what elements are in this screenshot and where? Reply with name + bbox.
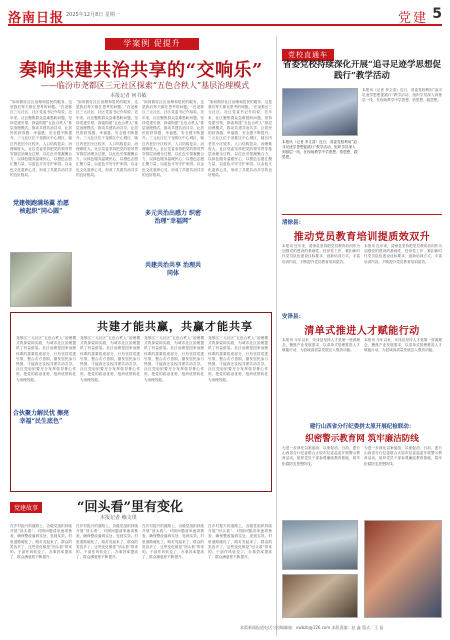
commentary-column-3: 尧都区三元社区“五色合秩人”治理模式的探索和实践，为城市社区治理提供了有益借鉴。社区治理是国家治理体系的重要组成部分，只有坚持党建引领，整合各方资源，激发居民参与热情，才能真正实现共建共治共享。社区党组织要充分发挥领导核心作用，把党的政治优势、组织优势转化为治理效能。 bbox=[144, 336, 204, 382]
party-school-caption: 本报讯（记者 李文清）近日，省委党校利用“追寻足迹学思想促践行”教学活动，组织学员深入到基层一线，在现场教学中学思想、悟思想、践思想。 bbox=[282, 140, 358, 159]
main-headline[interactable]: 奏响共建共治共享的“交响乐” bbox=[19, 60, 263, 81]
qingxu-headline[interactable]: 推动党员教育培训提质效双升 bbox=[293, 232, 431, 243]
commentary-column-1: 尧都区三元社区“五色合秩人”治理模式的探索和实践，为城市社区治理提供了有益借鉴。社区治理是国家治理体系的重要组成部分，只有坚持党建引领，整合各方资源，激发居民参与热情，才能真正实现共建共治共享。社区党组织要充分发挥领导核心作用，把党的政治优势、组织优势转化为治理效能。 bbox=[16, 336, 76, 382]
page-number: 5 bbox=[432, 6, 442, 22]
main-byline: 本报记者 何书敏 bbox=[110, 93, 147, 99]
county-label-1: 清徐县： bbox=[282, 220, 305, 226]
ccb-photo-2 bbox=[364, 520, 442, 618]
lower-column-3: 在乡村振兴的道路上，各级党组织持续开展“回头看”，对照问题清单逐项核查，确保整改落到实处、见到实效。村里道路硬化了，路灯亮起来了，群众的笑容多了，这些变化都是“回头看”带来的。干部作风转变了，办事效率提高了，群众满意度不断提升。 bbox=[142, 524, 204, 560]
commentary-headline[interactable]: 共建才能共赢，共赢才能共享 bbox=[97, 320, 253, 333]
article-column-2: “如何做好社区治理和居民的服务，这是我们每天都在思考的问题。”在尧都区三元社区，社区党委书记介绍说，近年来，社区聚焦群众急难愁盼问题，坚持党建引领，探索构建“五色合秩人”基层治理模式，推动共建共治共享，让居民的获得感、幸福感、安全感不断提升。三元社区位于尧都区中心城区，辖区内老旧小区较多，人口结构复杂，治理难度大。社区党委坚持把党的领导贯穿基层治理全过程，以红色引领凝聚合力，以绿色服务温暖民心，以橙色志愿汇聚力量，以蓝色平安守护家园，以金色文化滋养心灵，形成了共建共治共享的良好格局。 bbox=[76, 100, 138, 177]
party-school-body: 本报讯（记者 李文清）近日，省委党校利用“追寻足迹学思想促践行”教学活动，组织学员深入到基层一线，在现场教学中学思想、悟思想、践思想。 bbox=[362, 88, 442, 103]
qingxu-body: 本报讯 近年来，清徐县坚持把党员教育培训作为加强党的建设的基础性、经常性工作，紧扣新时代党员队伍建设目标要求，创新培训方式，丰富培训内容，不断提升党员教育培训质效。 bbox=[282, 244, 360, 264]
qingxu-body-2: 本报讯 近年来，清徐县坚持把党员教育培训作为加强党的建设的基础性、经常性工作，紧扣新时代党员队伍建设目标要求，创新培训方式，丰富培训内容，不断提升党员教育培训质效。 bbox=[364, 244, 442, 264]
community-photo-1 bbox=[10, 252, 72, 307]
party-school-tag: 党校直通车 bbox=[282, 49, 334, 61]
section-subhead-2: 共建共治共享 治理共同体 bbox=[144, 262, 202, 277]
column-divider bbox=[276, 36, 277, 636]
lower-column-2: 在乡村振兴的道路上，各级党组织持续开展“回头看”，对照问题清单逐项核查，确保整改落到实处、见到实效。村里道路硬化了，路灯亮起来了，群众的笑容多了，这些变化都是“回头看”带来的。干部作风转变了，办事效率提高了，群众满意度不断提升。 bbox=[76, 524, 138, 560]
ccb-body: 为进一步深化以案促改、以案促治，日前，建行山西省分行纪委联合太原市纪委监委开展警示教育活动，组织党员干部参观廉政教育基地，筑牢拒腐防变思想防线。 bbox=[282, 446, 360, 466]
party-story-tag: 党建故事 bbox=[10, 502, 42, 513]
lower-column-4: 在乡村振兴的道路上，各级党组织持续开展“回头看”，对照问题清单逐项核查，确保整改落到实处、见到实效。村里道路硬化了，路灯亮起来了，群众的笑容多了，这些变化都是“回头看”带来的。干部作风转变了，办事效率提高了，群众满意度不断提升。 bbox=[208, 524, 272, 560]
party-school-header bbox=[282, 42, 432, 59]
masthead bbox=[8, 6, 442, 26]
anze-body-2: 本报讯 今年以来，安泽县坚持人才是第一资源理念，聚焦产业发展需求，以清单式管理推进人才赋能行动，为县域高质量发展注入强劲动能。 bbox=[364, 338, 442, 353]
article-column-1: “如何做好社区治理和居民的服务，这是我们每天都在思考的问题。”在尧都区三元社区，社区党委书记介绍说，近年来，社区聚焦群众急难愁盼问题，坚持党建引领，探索构建“五色合秩人”基层治理模式，推动共建共治共享，让居民的获得感、幸福感、安全感不断提升。三元社区位于尧都区中心城区，辖区内老旧小区较多，人口结构复杂，治理难度大。社区党委坚持把党的领导贯穿基层治理全过程，以红色引领凝聚合力，以绿色服务温暖民心，以橙色志愿汇聚力量，以蓝色平安守护家园，以金色文化滋养心灵，形成了共建共治共享的良好格局。 bbox=[10, 100, 72, 177]
ccb-photo-3 bbox=[282, 574, 358, 618]
article-column-4: “如何做好社区治理和居民的服务，这是我们每天都在思考的问题。”在尧都区三元社区，社区党委书记介绍说，近年来，社区聚焦群众急难愁盼问题，坚持党建引领，探索构建“五色合秩人”基层治理模式，推动共建共治共享，让居民的获得感、幸福感、安全感不断提升。三元社区位于尧都区中心城区，辖区内老旧小区较多，人口结构复杂，治理难度大。社区党委坚持把党的领导贯穿基层治理全过程，以红色引领凝聚合力，以绿色服务温暖民心，以橙色志愿汇聚力量，以蓝色平安守护家园，以金色文化滋养心灵，形成了共建共治共享的良好格局。 bbox=[208, 100, 272, 177]
right-divider bbox=[282, 214, 442, 215]
party-school-headline[interactable]: 省委党校持续深化开展“追寻足迹学思想促践行”教学活动 bbox=[283, 60, 441, 81]
issue-date: 2025年12月8日 星期一 bbox=[66, 12, 120, 18]
lower-headline[interactable]: “回头看”里有变化 bbox=[77, 500, 183, 515]
lower-byline: 本报记者 赖文琪 bbox=[100, 515, 137, 521]
page-footer: 本版新闻报道电话与投稿邮箱：xwbzb@126.com 本版责编：赵 鑫 版式：王 磊 bbox=[240, 625, 384, 630]
county-label-2: 安泽县： bbox=[282, 314, 305, 320]
newspaper-logo: 洛南日报 bbox=[8, 11, 65, 26]
ccb-headline[interactable]: 织密警示教育网 筑牢廉洁防线 bbox=[305, 434, 419, 444]
party-school-photo bbox=[282, 88, 358, 136]
section-name: 党建 bbox=[397, 11, 428, 26]
ccb-body-2: 为进一步深化以案促改、以案促治，日前，建行山西省分行纪委联合太原市纪委监委开展警示教育活动，组织党员干部参观廉政教育基地，筑牢拒腐防变思想防线。 bbox=[364, 446, 442, 466]
column-banner: 学案例 促提升 bbox=[105, 38, 199, 50]
section-subhead-1: 党建领跑满场翼 治愿核起织“同心圆” bbox=[12, 200, 70, 215]
commentary-column-2: 尧都区三元社区“五色合秩人”治理模式的探索和实践，为城市社区治理提供了有益借鉴。社区治理是国家治理体系的重要组成部分，只有坚持党建引领，整合各方资源，激发居民参与热情，才能真正实现共建共治共享。社区党组织要充分发挥领导核心作用，把党的政治优势、组织优势转化为治理效能。 bbox=[80, 336, 140, 382]
anze-headline[interactable]: 清单式推进人才赋能行动 bbox=[304, 326, 420, 337]
lower-column-1: 在乡村振兴的道路上，各级党组织持续开展“回头看”，对照问题清单逐项核查，确保整改落到实处、见到实效。村里道路硬化了，路灯亮起来了，群众的笑容多了，这些变化都是“回头看”带来的。干部作风转变了，办事效率提高了，群众满意度不断提升。 bbox=[10, 524, 72, 560]
article-column-3: “如何做好社区治理和居民的服务，这是我们每天都在思考的问题。”在尧都区三元社区，社区党委书记介绍说，近年来，社区聚焦群众急难愁盼问题，坚持党建引领，探索构建“五色合秩人”基层治理模式，推动共建共治共享，让居民的获得感、幸福感、安全感不断提升。三元社区位于尧都区中心城区，辖区内老旧小区较多，人口结构复杂，治理难度大。社区党委坚持把党的领导贯穿基层治理全过程，以红色引领凝聚合力，以绿色服务温暖民心，以橙色志愿汇聚力量，以蓝色平安守护家园，以金色文化滋养心灵，形成了共建共治共享的良好格局。 bbox=[142, 100, 204, 177]
commentary-column-4: 尧都区三元社区“五色合秩人”治理模式的探索和实践，为城市社区治理提供了有益借鉴。社区治理是国家治理体系的重要组成部分，只有坚持党建引领，整合各方资源，激发居民参与热情，才能真正实现共建共治共享。社区党组织要充分发挥领导核心作用，把党的政治优势、组织优势转化为治理效能。 bbox=[208, 336, 268, 382]
ccb-kicker: 建行山西省分行纪委拼太原开展纪检联动： bbox=[309, 424, 415, 430]
section-subhead-3: 多元共治出感力 织密治理“幸福网” bbox=[144, 210, 202, 225]
main-subheadline: ——临汾市尧都区三元社区探索“五色合秩人”基层治理模式 bbox=[40, 81, 250, 90]
sidebar-subhead: 合伙聚力解民忧 擦亮幸福“民生底色” bbox=[12, 410, 70, 425]
anze-body: 本报讯 今年以来，安泽县坚持人才是第一资源理念，聚焦产业发展需求，以清单式管理推进人才赋能行动，为县域高质量发展注入强劲动能。 bbox=[282, 338, 360, 353]
ccb-photo-1 bbox=[282, 520, 358, 570]
